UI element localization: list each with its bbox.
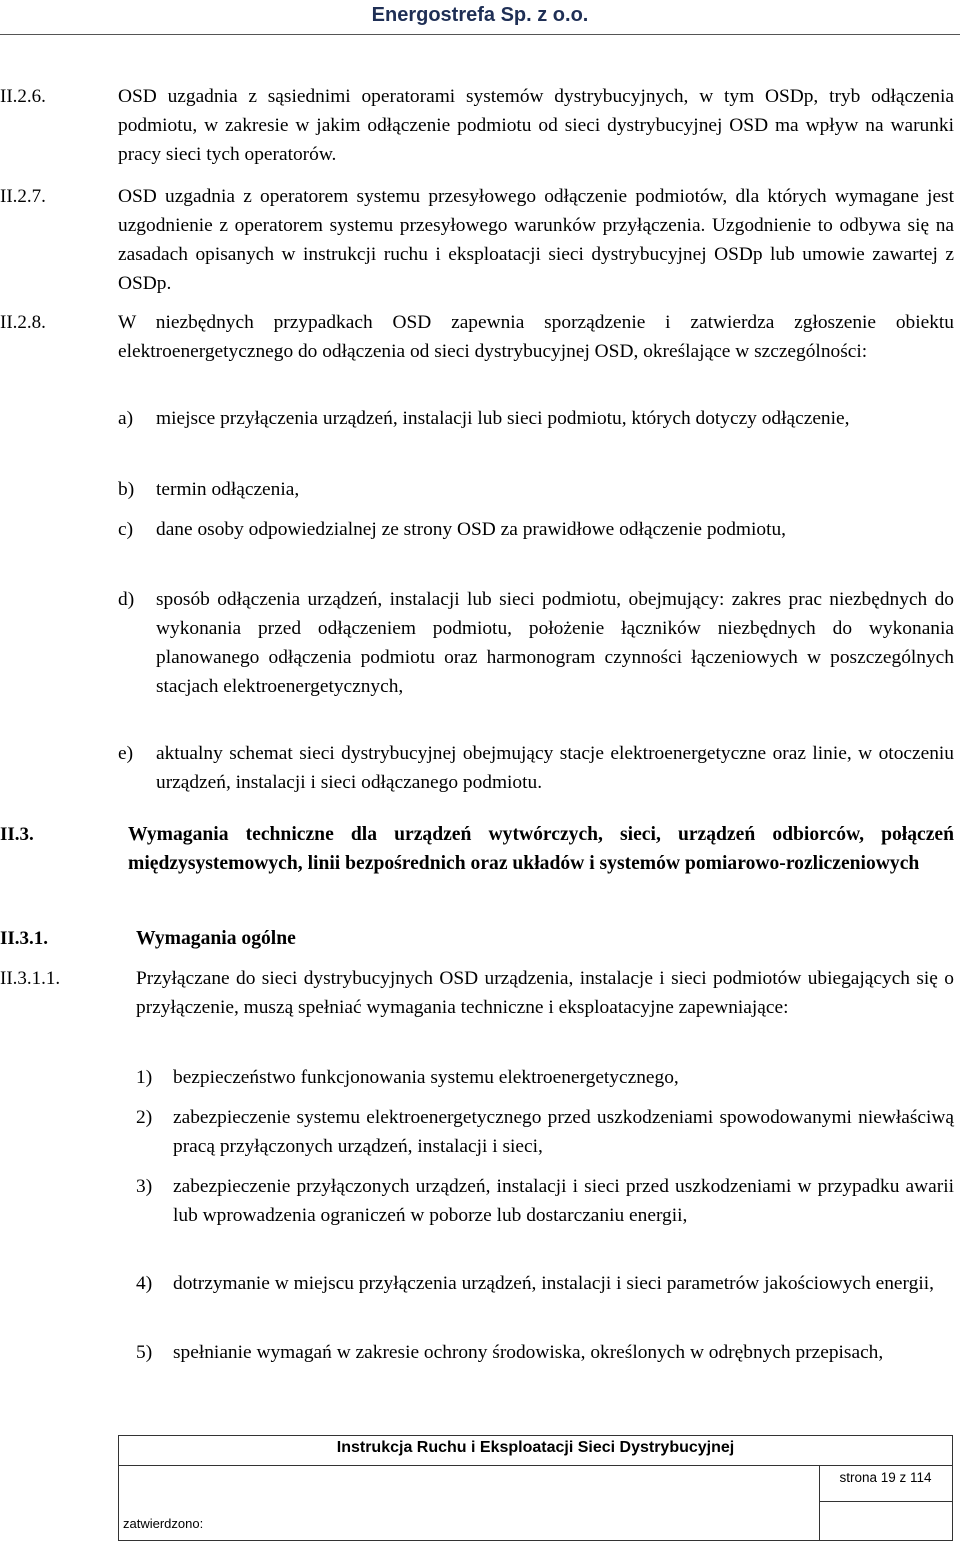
list-text: bezpieczeństwo funkcjonowania systemu elektroenergetycznego, xyxy=(173,1067,679,1088)
header-company: Energostrefa Sp. z o.o. xyxy=(371,4,589,26)
list-text: sposób odłączenia urządzeń, instalacji lub sieci podmiotu, obejmujący: zakres prac niezbędnych do wykonania przed odłączeniem podmiotu, położenie łączników niezbędnych do wykonania planowanego odłączenia podmiotu oraz harmonogram czynności łączeniowych w poszczególnych stacjach elektroenergetycznych, xyxy=(156,589,954,697)
list-text: dane osoby odpowiedzialnej ze strony OSD za prawidłowe odłączenie podmiotu, xyxy=(156,519,787,540)
list-marker: a) xyxy=(118,408,134,429)
list-marker: 1) xyxy=(136,1067,153,1088)
list-text: miejsce przyłączenia urządzeń, instalacji lub sieci podmiotu, których dotyczy odłączenie, xyxy=(156,408,850,429)
section-text: Przyłączane do sieci dystrybucyjnych OSD urządzenia, instalacje i sieci podmiotów ubiegających się o przyłączenie, muszą spełniać wymagania techniczne i eksploatacyjne zapewniające: xyxy=(136,968,954,1018)
list-marker: d) xyxy=(118,589,135,610)
section-text: OSD uzgadnia z operatorem systemu przesyłowego odłączenie podmiotów, dla których wymagane jest uzgodnienie z operatorem systemu przesyłowego warunków przyłączenia. Uzgodnienie to odbywa się na zasadach opisanych w instrukcji ruchu i eksploatacji sieci dystrybucyjnej OSDp lub umowie zawartej z OSDp. xyxy=(118,186,954,294)
header-divider xyxy=(0,34,960,35)
section-number: II.2.7. xyxy=(0,186,46,207)
list-marker: 2) xyxy=(136,1107,153,1128)
section-number: II.3.1. xyxy=(0,928,49,949)
list-text: dotrzymanie w miejscu przyłączenia urządzeń, instalacji i sieci parametrów jakościowych energii, xyxy=(173,1273,934,1294)
section-number: II.3. xyxy=(0,824,34,845)
list-text: zabezpieczenie systemu elektroenergetycznego przed uszkodzeniami spowodowanymi niewłaściwą pracą przyłączonych urządzeń, instalacji i sieci, xyxy=(173,1107,954,1157)
footer-divider xyxy=(119,1465,952,1466)
approved-label: zatwierdzono: xyxy=(123,1516,204,1531)
footer-box xyxy=(118,1435,953,1541)
list-marker: 4) xyxy=(136,1273,153,1294)
section-number: II.2.8. xyxy=(0,312,46,333)
list-marker: e) xyxy=(118,743,134,764)
document-title: Instrukcja Ruchu i Eksploatacji Sieci Dystrybucyjnej xyxy=(336,1439,735,1456)
list-text: termin odłączenia, xyxy=(156,479,300,500)
page-number: strona 19 z 114 xyxy=(839,1470,932,1485)
list-text: zabezpieczenie przyłączonych urządzeń, instalacji i sieci przed uszkodzeniami w przypadku awarii lub wprowadzenia ograniczeń w poborze lub dostarczaniu energii, xyxy=(173,1176,954,1226)
section-number: II.2.6. xyxy=(0,86,46,107)
section-text: W niezbędnych przypadkach OSD zapewnia sporządzenie i zatwierdza zgłoszenie obiektu elektroenergetycznego do odłączenia od sieci dystrybucyjnej OSD, określające w szczególności: xyxy=(118,312,954,362)
section-number: II.3.1.1. xyxy=(0,968,61,989)
section-heading: Wymagania ogólne xyxy=(136,928,296,949)
footer-divider xyxy=(819,1501,952,1502)
list-marker: c) xyxy=(118,519,134,540)
list-text: aktualny schemat sieci dystrybucyjnej obejmujący stacje elektroenergetyczne oraz linie, w otoczeniu urządzeń, instalacji i sieci odłączanego podmiotu. xyxy=(156,743,954,793)
list-marker: b) xyxy=(118,479,135,500)
list-marker: 5) xyxy=(136,1342,153,1363)
section-heading: Wymagania techniczne dla urządzeń wytwórczych, sieci, urządzeń odbiorców, połączeń międzysystemowych, linii bezpośrednich oraz układów i systemów pomiarowo-rozliczeniowych xyxy=(128,824,954,874)
list-marker: 3) xyxy=(136,1176,153,1197)
list-text: spełnianie wymagań w zakresie ochrony środowiska, określonych w odrębnych przepisach, xyxy=(173,1342,884,1363)
section-text: OSD uzgadnia z sąsiednimi operatorami systemów dystrybucyjnych, w tym OSDp, tryb odłączenia podmiotu, w zakresie w jakim odłączenie podmiotu od sieci dystrybucyjnej OSD ma wpływ na warunki pracy sieci tych operatorów. xyxy=(118,86,954,165)
